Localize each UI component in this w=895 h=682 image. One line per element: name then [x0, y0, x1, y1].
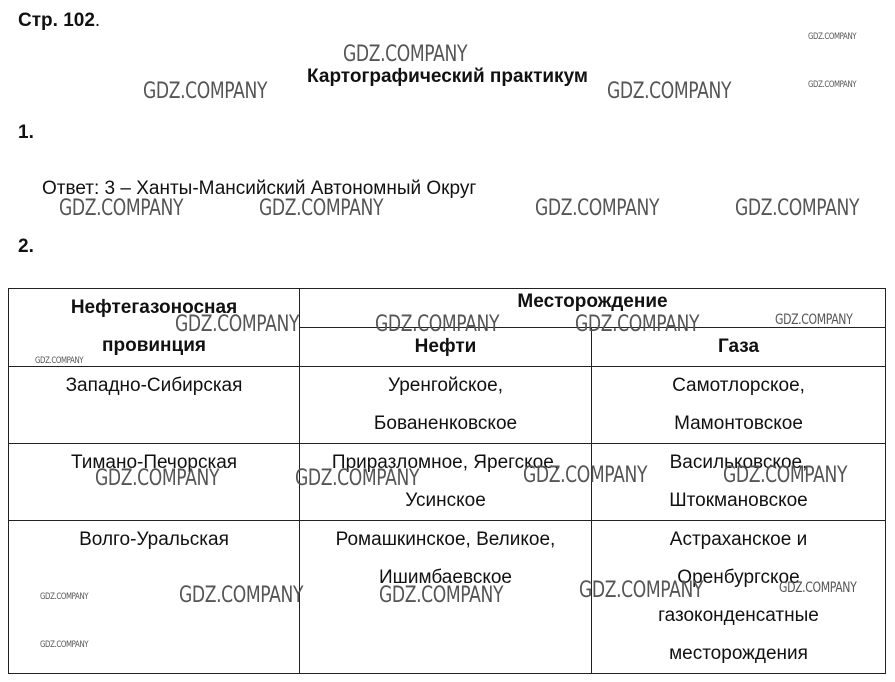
province-name: Волго-Уральская [79, 529, 229, 550]
page-number-label: Стр. 102 [18, 10, 95, 31]
watermark: GDZ.COMPANY [575, 312, 700, 337]
watermark: GDZ.COMPANY [579, 578, 704, 603]
gas-field: месторождения [669, 643, 808, 664]
gas-field: Оренбургское [677, 567, 800, 588]
gas-cell [592, 367, 886, 444]
watermark: GDZ.COMPANY [59, 196, 184, 221]
page-number [18, 10, 100, 32]
oil-field: Приразломное, Ярегское, [331, 452, 560, 473]
watermark: GDZ.COMPANY [375, 312, 500, 337]
header-oil: Нефти [300, 328, 592, 367]
watermark: GDZ.COMPANY [259, 196, 384, 221]
gas-field: Мамонтовское [674, 413, 803, 434]
section-title: Картографический практикум [307, 66, 588, 87]
watermark: GDZ.COMPANY [179, 583, 304, 608]
gas-field: газоконденсатные [658, 605, 819, 626]
gas-field: Самотлорское, [672, 375, 805, 396]
header-deposit: Месторождение [300, 289, 886, 328]
oil-cell [300, 367, 592, 444]
watermark: GDZ.COMPANY [175, 312, 300, 337]
gas-field: Васильковское, [669, 452, 808, 473]
oil-field: Ромашкинское, Великое, [335, 529, 556, 550]
watermark: GDZ.COMPANY [535, 196, 660, 221]
gas-field: Штокмановское [669, 490, 808, 511]
province-cell [9, 367, 300, 444]
oil-field: Ишимбаевское [379, 567, 512, 588]
watermark: GDZ.COMPANY [143, 79, 268, 104]
task-number-1: 1. [18, 122, 34, 143]
watermark: GDZ.COMPANY [35, 356, 84, 366]
watermark: GDZ.COMPANY [40, 592, 89, 602]
oil-field: Уренгойское, [388, 375, 503, 396]
header-gas: Газа [592, 328, 886, 367]
oil-field: Бованенковское [373, 413, 518, 434]
gas-field: Астраханское и [669, 529, 808, 550]
task-number-2: 2. [18, 236, 34, 257]
watermark: GDZ.COMPANY [523, 463, 648, 488]
header-province-line-1: Нефтегазоносная [70, 297, 238, 318]
watermark: GDZ.COMPANY [723, 463, 848, 488]
watermark: GDZ.COMPANY [808, 32, 857, 42]
watermark: GDZ.COMPANY [379, 583, 504, 608]
page-number-dot: . [94, 10, 101, 31]
watermark: GDZ.COMPANY [808, 80, 857, 90]
header-province-line-2: провинция [102, 335, 206, 356]
watermark: GDZ.COMPANY [40, 640, 89, 650]
watermark: GDZ.COMPANY [295, 466, 420, 491]
watermark: GDZ.COMPANY [775, 312, 853, 328]
answer-text: Ответ: 3 – Ханты-Мансийский Автономный Округ [42, 178, 477, 199]
province-name: Западно-Сибирская [65, 375, 243, 396]
table-row [9, 367, 886, 444]
watermark: GDZ.COMPANY [735, 196, 860, 221]
oil-field: Усинское [405, 490, 486, 511]
watermark: GDZ.COMPANY [343, 42, 468, 67]
watermark: GDZ.COMPANY [95, 466, 220, 491]
watermark: GDZ.COMPANY [607, 79, 732, 104]
province-name: Тимано-Печорская [70, 452, 238, 473]
watermark: GDZ.COMPANY [779, 580, 857, 596]
